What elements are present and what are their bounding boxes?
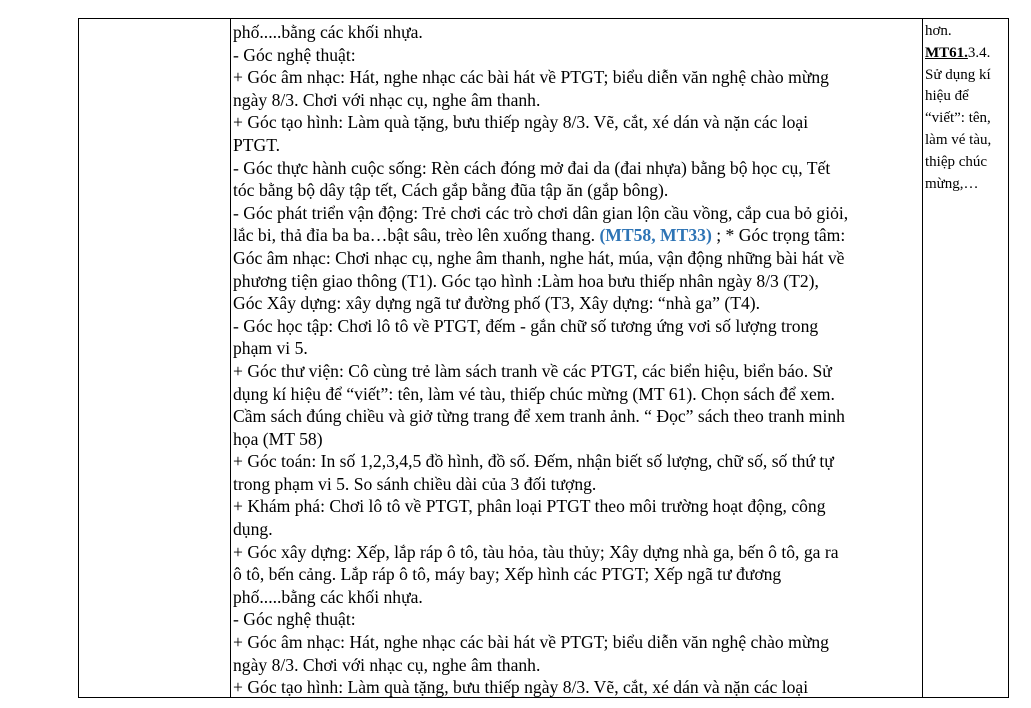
text-line	[233, 89, 923, 112]
text-line	[233, 292, 923, 315]
objective-text: hơn.	[925, 23, 952, 39]
objective-line	[925, 108, 1009, 130]
text-line	[233, 450, 923, 473]
text-line	[233, 518, 923, 541]
objective-line	[925, 174, 1009, 196]
text-line	[233, 157, 923, 180]
text-line	[233, 21, 923, 44]
line-text: ô tô, bến cảng. Lắp ráp ô tô, máy bay; Xếp hình các PTGT; Xếp ngã tư đương	[233, 564, 782, 585]
line-text: PTGT.	[233, 134, 281, 155]
objective-text: thiệp chúc	[925, 153, 988, 170]
text-line	[233, 134, 923, 157]
objective-reference: (MT58, MT33)	[599, 225, 712, 246]
text-line	[233, 360, 923, 383]
line-text: + Góc âm nhạc: Hát, nghe nhạc các bài hát về PTGT; biểu diễn văn nghệ chào mừng	[233, 67, 829, 88]
line-text: ngày 8/3. Chơi với nhạc cụ, nghe âm thanh.	[233, 89, 541, 110]
text-line	[233, 270, 923, 293]
line-text: - Góc nghệ thuật:	[233, 44, 356, 65]
objective-line	[925, 65, 1009, 87]
line-text: + Góc tạo hình: Làm quà tặng, bưu thiếp ngày 8/3. Vẽ, cắt, xé dán và nặn các loại	[233, 677, 809, 697]
line-text: + Góc thư viện: Cô cùng trẻ làm sách tranh về các PTGT, các biển hiệu, biển báo. Sử	[233, 360, 832, 381]
line-text: - Góc nghệ thuật:	[233, 609, 356, 630]
text-line	[233, 495, 923, 518]
text-line	[233, 224, 923, 247]
text-line	[233, 676, 923, 697]
objective-text: làm vé tàu,	[925, 131, 992, 148]
line-text: + Góc âm nhạc: Hát, nghe nhạc các bài hát về PTGT; biểu diễn văn nghệ chào mừng	[233, 632, 829, 653]
activities-text	[233, 21, 923, 697]
text-line	[233, 631, 923, 654]
text-line	[233, 473, 923, 496]
objective-line	[925, 43, 1009, 65]
objective-text: “viết”: tên,	[925, 110, 991, 127]
line-text: Góc âm nhạc: Chơi nhạc cụ, nghe âm thanh, nghe hát, múa, vận động những bài hát về	[233, 247, 845, 268]
objective-line	[925, 21, 1009, 43]
line-text: trong phạm vi 5. So sánh chiều dài của 3 đối tượng.	[233, 473, 597, 494]
text-line	[233, 383, 923, 406]
line-text: ngày 8/3. Chơi với nhạc cụ, nghe âm thanh.	[233, 654, 541, 675]
line-text: Cầm sách đúng chiều và giở từng trang để xem tranh ảnh. “ Đọc” sách theo tranh minh	[233, 406, 845, 427]
text-line	[233, 337, 923, 360]
text-line	[233, 247, 923, 270]
line-text: ; * Góc trọng tâm:	[711, 225, 846, 246]
line-text: phố.....bằng các khối nhựa.	[233, 586, 423, 607]
objective-line	[925, 130, 1009, 152]
plan-table	[78, 18, 1009, 698]
activities-cell	[231, 19, 923, 697]
line-text: - Góc thực hành cuộc sống: Rèn cách đóng mở đai da (đai nhựa) bằng bộ học cụ, Tết	[233, 157, 831, 178]
objective-text: Sử dụng kí	[925, 66, 991, 83]
text-line	[233, 608, 923, 631]
line-text: phố.....bằng các khối nhựa.	[233, 22, 423, 42]
line-text: - Góc học tập: Chơi lô tô về PTGT, đếm - gắn chữ số tương ứng vơi số lượng trong	[233, 315, 819, 336]
objectives-cell	[923, 19, 1009, 697]
left-empty-cell	[79, 19, 231, 697]
text-line	[233, 541, 923, 564]
line-text: + Góc xây dựng: Xếp, lắp ráp ô tô, tàu hỏa, tàu thủy; Xây dựng nhà ga, bến ô tô, ga ra	[233, 541, 839, 562]
objective-line	[925, 86, 1009, 108]
line-text: - Góc phát triển vận động: Trẻ chơi các trò chơi dân gian lộn cầu vồng, cắp cua bỏ giỏi,	[233, 202, 849, 223]
line-text: + Góc toán: In số 1,2,3,4,5 đồ hình, đồ số. Đếm, nhận biết số lượng, chữ số, số thứ tự	[233, 451, 834, 472]
objectives-text	[925, 21, 1009, 195]
text-line	[233, 563, 923, 586]
line-text: + Khám phá: Chơi lô tô về PTGT, phân loại PTGT theo môi trường hoạt động, công	[233, 496, 826, 517]
text-line	[233, 654, 923, 677]
objective-text: 3.4.	[967, 44, 991, 61]
text-line	[233, 66, 923, 89]
line-text: dụng.	[233, 519, 273, 540]
line-text: phương tiện giao thông (T1). Góc tạo hình :Làm hoa bưu thiếp nhân ngày 8/3 (T2),	[233, 270, 819, 291]
text-line	[233, 202, 923, 225]
text-line	[233, 44, 923, 67]
line-text: lắc bi, thả đỉa ba ba…bật sâu, trèo lên xuống thang.	[233, 225, 600, 246]
line-text: tóc bằng bộ dây tập tết, Cách gắp bằng đũa tập ăn (gắp bông).	[233, 180, 669, 201]
line-text: + Góc tạo hình: Làm quà tặng, bưu thiếp ngày 8/3. Vẽ, cắt, xé dán và nặn các loại	[233, 112, 809, 133]
line-text: dụng kí hiệu để “viết”: tên, làm vé tàu, thiếp chúc mừng (MT 61). Chọn sách để xem.	[233, 383, 835, 404]
text-line	[233, 179, 923, 202]
line-text: họa (MT 58)	[233, 428, 323, 449]
objective-text: hiệu để	[925, 88, 969, 105]
text-line	[233, 315, 923, 338]
objective-text: mừng,…	[925, 175, 979, 192]
objective-code: MT61.	[925, 44, 968, 61]
text-line	[233, 405, 923, 428]
line-text: Góc Xây dựng: xây dựng ngã tư đường phố (T3, Xây dựng: “nhà ga” (T4).	[233, 293, 761, 314]
text-line	[233, 111, 923, 134]
objective-line	[925, 152, 1009, 174]
text-line	[233, 428, 923, 451]
line-text: phạm vi 5.	[233, 338, 308, 359]
text-line	[233, 586, 923, 609]
